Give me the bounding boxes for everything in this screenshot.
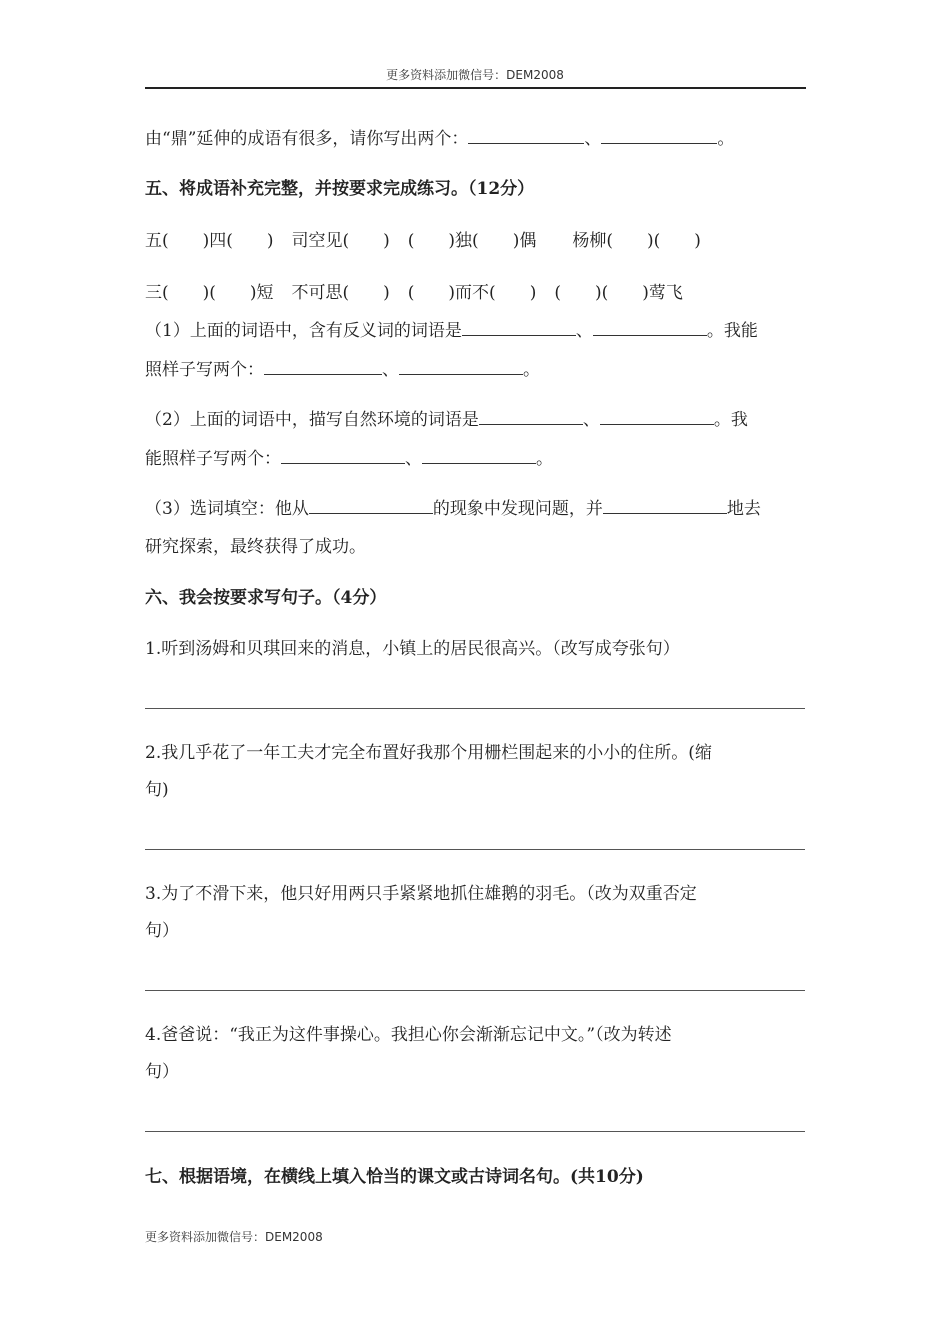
separator: 、 [584,129,602,149]
sentence-item-1: 1.听到汤姆和贝琪回来的消息，小镇上的居民很高兴。（改写成夸张句） [145,639,680,659]
answer-blank[interactable] [462,319,576,336]
section6-heading: 六、我会按要求写句子。（4分） [145,588,387,608]
answer-blank[interactable] [601,127,717,144]
answer-blank[interactable] [264,358,382,375]
section5-heading: 五、将成语补充完整，并按要求完成练习。（12分） [145,179,535,199]
answer-line[interactable] [145,1131,805,1132]
q2-text: 能照样子写两个： [145,449,281,469]
answer-blank[interactable] [479,408,583,425]
section7-heading: 七、根据语境，在横线上填入恰当的课文或古诗词名句。(共10分) [145,1167,644,1187]
separator: 、 [575,321,593,341]
answer-blank[interactable] [399,358,523,375]
idiom: ( )而不( ) [407,283,537,303]
answer-blank[interactable] [422,447,536,464]
q1-text-end: 。我能 [706,321,758,341]
separator: 、 [582,410,600,430]
answer-blank[interactable] [281,447,405,464]
q1-text: （1）上面的词语中，含有反义词的词语是 [145,321,462,341]
idiom: ( )独( )偶 [407,231,537,251]
idiom: 不可思( ) [291,283,390,303]
header-rule [145,87,806,89]
idiom: 三( )( )短 [145,283,274,303]
sentence-item-3-cont: 句） [145,921,179,941]
idiom: 五( )四( ) [145,231,274,251]
q1-line1 [145,319,810,342]
sentence-item-2: 2.我几乎花了一年工夫才完全布置好我那个用栅栏围起来的小小的住所。(缩 [145,743,712,763]
answer-blank[interactable] [309,497,433,514]
idiom: 杨柳( )( ) [572,231,701,251]
intro-text: 由“鼎”延伸的成语有很多，请你写出两个： [145,129,469,149]
period: 。 [523,360,540,380]
sentence-item-4: 4.爸爸说：“我正为这件事操心。我担心你会渐渐忘记中文。”（改为转述 [145,1025,672,1045]
q3-text-end: 地去 [726,499,761,519]
q1-line2 [145,358,810,381]
answer-line[interactable] [145,990,805,991]
page-header: 更多资料添加微信号：DEM2008 [386,68,564,82]
q2-text-end: 。我 [713,410,748,430]
idiom-row-1 [145,230,810,252]
q2-text: （2）上面的词语中，描写自然环境的词语是 [145,410,479,430]
q3-line2: 研究探索，最终获得了成功。 [145,537,366,557]
answer-blank[interactable] [468,127,584,144]
idiom: 司空见( ) [291,231,390,251]
sentence-item-3: 3.为了不滑下来，他只好用两只手紧紧地抓住雄鹅的羽毛。（改为双重否定 [145,884,697,904]
q1-text: 照样子写两个： [145,360,264,380]
q3-line1 [145,497,810,520]
idiom-row-2 [145,282,810,304]
answer-blank[interactable] [600,408,714,425]
sentence-item-2-cont: 句) [145,780,169,800]
sentence-item-4-cont: 句） [145,1062,179,1082]
answer-line[interactable] [145,849,805,850]
answer-line[interactable] [145,708,805,709]
intro-question [145,127,810,150]
q2-line1 [145,408,810,431]
page-footer: 更多资料添加微信号：DEM2008 [145,1230,323,1244]
q2-line2 [145,447,810,470]
period: 。 [717,129,735,149]
answer-blank[interactable] [593,319,707,336]
period: 。 [536,449,553,469]
q3-text: （3）选词填空：他从 [145,499,309,519]
separator: 、 [405,449,422,469]
answer-blank[interactable] [603,497,727,514]
separator: 、 [382,360,399,380]
q3-text: 的现象中发现问题，并 [432,499,603,519]
idiom: ( )( )莺飞 [554,283,683,303]
